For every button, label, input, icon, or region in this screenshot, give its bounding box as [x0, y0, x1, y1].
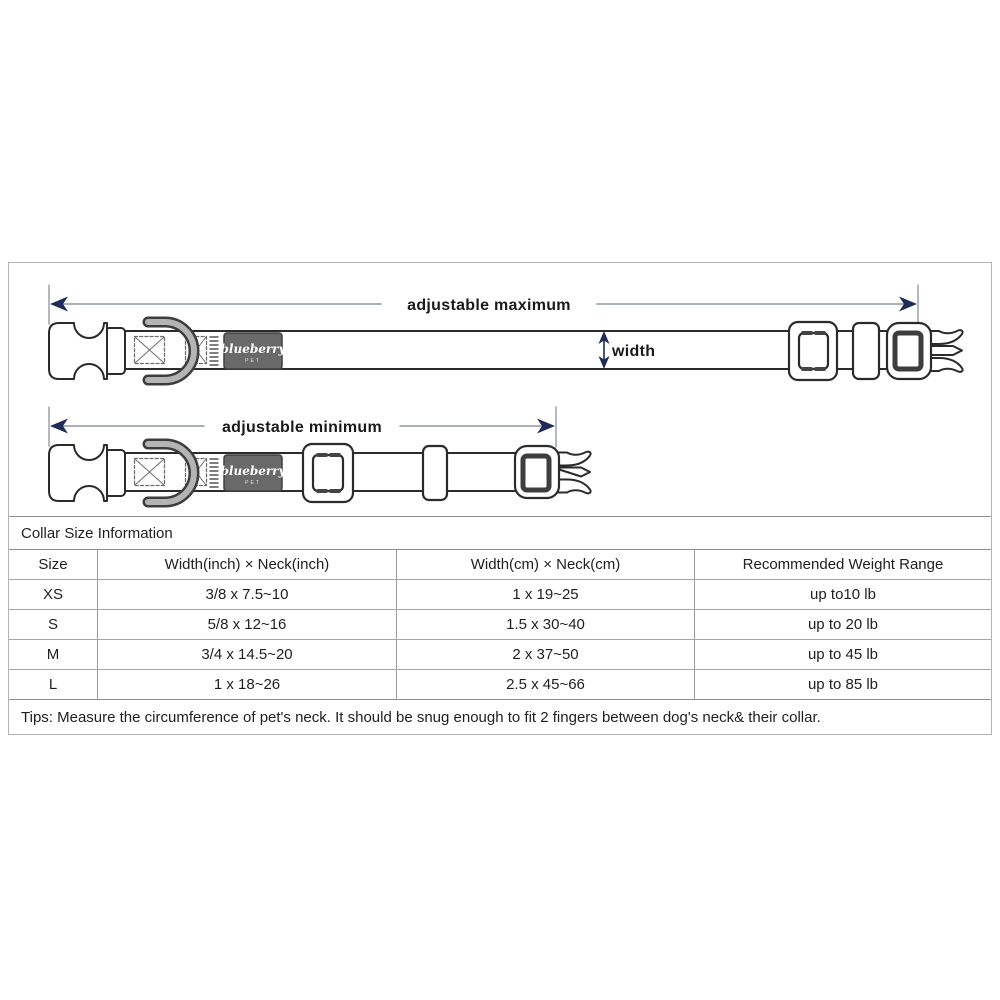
column-header-weight: Recommended Weight Range [694, 550, 991, 579]
column-header-inch: Width(inch) × Neck(inch) [97, 550, 396, 579]
content-panel [8, 262, 992, 735]
brand-label-text: blueberry [220, 342, 286, 356]
brand-sublabel-text: PET [245, 480, 261, 486]
brand-label [221, 455, 287, 491]
male-buckle-window [895, 333, 921, 369]
cell-cm: 2.5 x 45~66 [396, 670, 694, 699]
table-row [9, 639, 991, 669]
width-label: width [612, 343, 656, 360]
cell-inch: 3/4 x 14.5~20 [97, 640, 396, 669]
adjustable-minimum-label: adjustable minimum [221, 419, 383, 436]
column-header-size: Size [38, 556, 68, 573]
keeper-loop [423, 446, 447, 500]
keeper-loop [853, 323, 879, 379]
cell-weight: up to 85 lb [694, 670, 991, 699]
table-row [9, 609, 991, 639]
cell-inch: 5/8 x 12~16 [97, 610, 396, 639]
cell-size: M [46, 646, 60, 663]
cell-cm: 2 x 37~50 [396, 640, 694, 669]
cell-inch: 1 x 18~26 [97, 670, 396, 699]
section-title: Collar Size Information [9, 516, 991, 549]
tri-glide-slider [303, 444, 353, 502]
male-buckle-window [523, 456, 549, 490]
cell-weight: up to 20 lb [694, 610, 991, 639]
brand-label-text: blueberry [220, 464, 286, 478]
cell-weight: up to10 lb [694, 580, 991, 609]
tri-glide-slider [789, 322, 837, 380]
table-row [9, 579, 991, 609]
collar-diagram [9, 263, 991, 516]
collar-minimum-diagram [49, 407, 591, 502]
cell-size: S [47, 616, 58, 633]
cell-cm: 1.5 x 30~40 [396, 610, 694, 639]
tips-text: Tips: Measure the circumference of pet's neck. It should be snug enough to fit 2 fingers between dog's neck& their collar. [9, 699, 991, 734]
brand-sublabel-text: PET [245, 358, 261, 364]
cell-size: L [48, 676, 58, 693]
female-buckle [49, 445, 107, 501]
brand-label [221, 333, 287, 369]
cell-weight: up to 45 lb [694, 640, 991, 669]
cell-cm: 1 x 19~25 [396, 580, 694, 609]
collar-maximum-diagram [49, 285, 963, 380]
cell-size: XS [42, 586, 63, 603]
table-header-row [9, 549, 991, 579]
female-buckle [49, 323, 107, 379]
column-header-cm: Width(cm) × Neck(cm) [396, 550, 694, 579]
table-row [9, 669, 991, 699]
adjustable-maximum-label: adjustable maximum [407, 297, 571, 314]
cell-inch: 3/8 x 7.5~10 [97, 580, 396, 609]
